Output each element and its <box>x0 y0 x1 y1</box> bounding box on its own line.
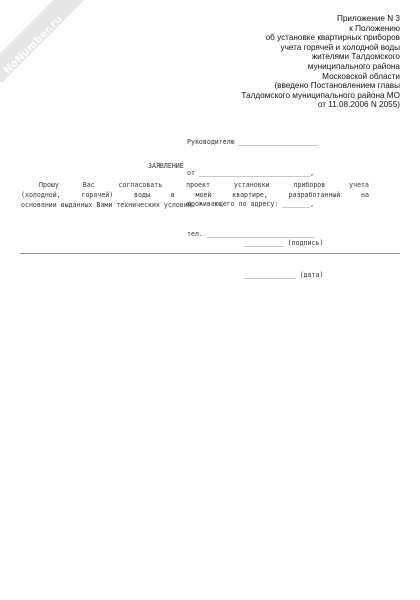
appendix-line: от 11.08.2006 N 2055) <box>317 100 400 110</box>
statement-body-line: (холодной, горячей) воды в моей квартире, разработанный на <box>21 191 369 199</box>
watermark-text: NoNumber.ru <box>2 13 65 77</box>
appendix-line: Талдомского муниципального района МО <box>241 90 400 100</box>
statement-body-line: основании выданных Вами технических условий. <box>21 201 196 209</box>
date-line: _____________ (дата) <box>244 270 324 279</box>
statement-title: ЗАЯВЛЕНИЕ <box>148 162 184 170</box>
signature-line: __________ (подпись) <box>244 239 324 248</box>
signature-block <box>244 217 323 302</box>
appendix-line: об установке квартирных приборов <box>265 33 400 43</box>
appendix-line: к Положению <box>349 23 400 33</box>
appendix-line: учета горячей и холодной воды <box>280 42 400 52</box>
statement-body-line: Прошу Вас согласовать проект установки приборов учета <box>39 181 369 189</box>
page-divider <box>20 253 400 254</box>
addressee-residing-line: проживающего по адресу: _______, <box>187 199 315 208</box>
appendix-line: муниципального района <box>307 61 400 71</box>
addressee-from-line: от ____________________________, <box>187 169 315 178</box>
appendix-line: Приложение N 3 <box>336 14 400 23</box>
appendix-line: жителями Талдомского <box>311 52 400 62</box>
statement-body <box>21 180 369 210</box>
appendix-line: (введено Постановлением главы <box>274 81 400 91</box>
appendix-header <box>200 14 400 110</box>
addressee-phone-line: тел. ___________________________ <box>187 230 315 239</box>
addressee-head-line: Руководителю ____________________ <box>187 138 319 147</box>
appendix-line: Московской области <box>322 71 400 81</box>
